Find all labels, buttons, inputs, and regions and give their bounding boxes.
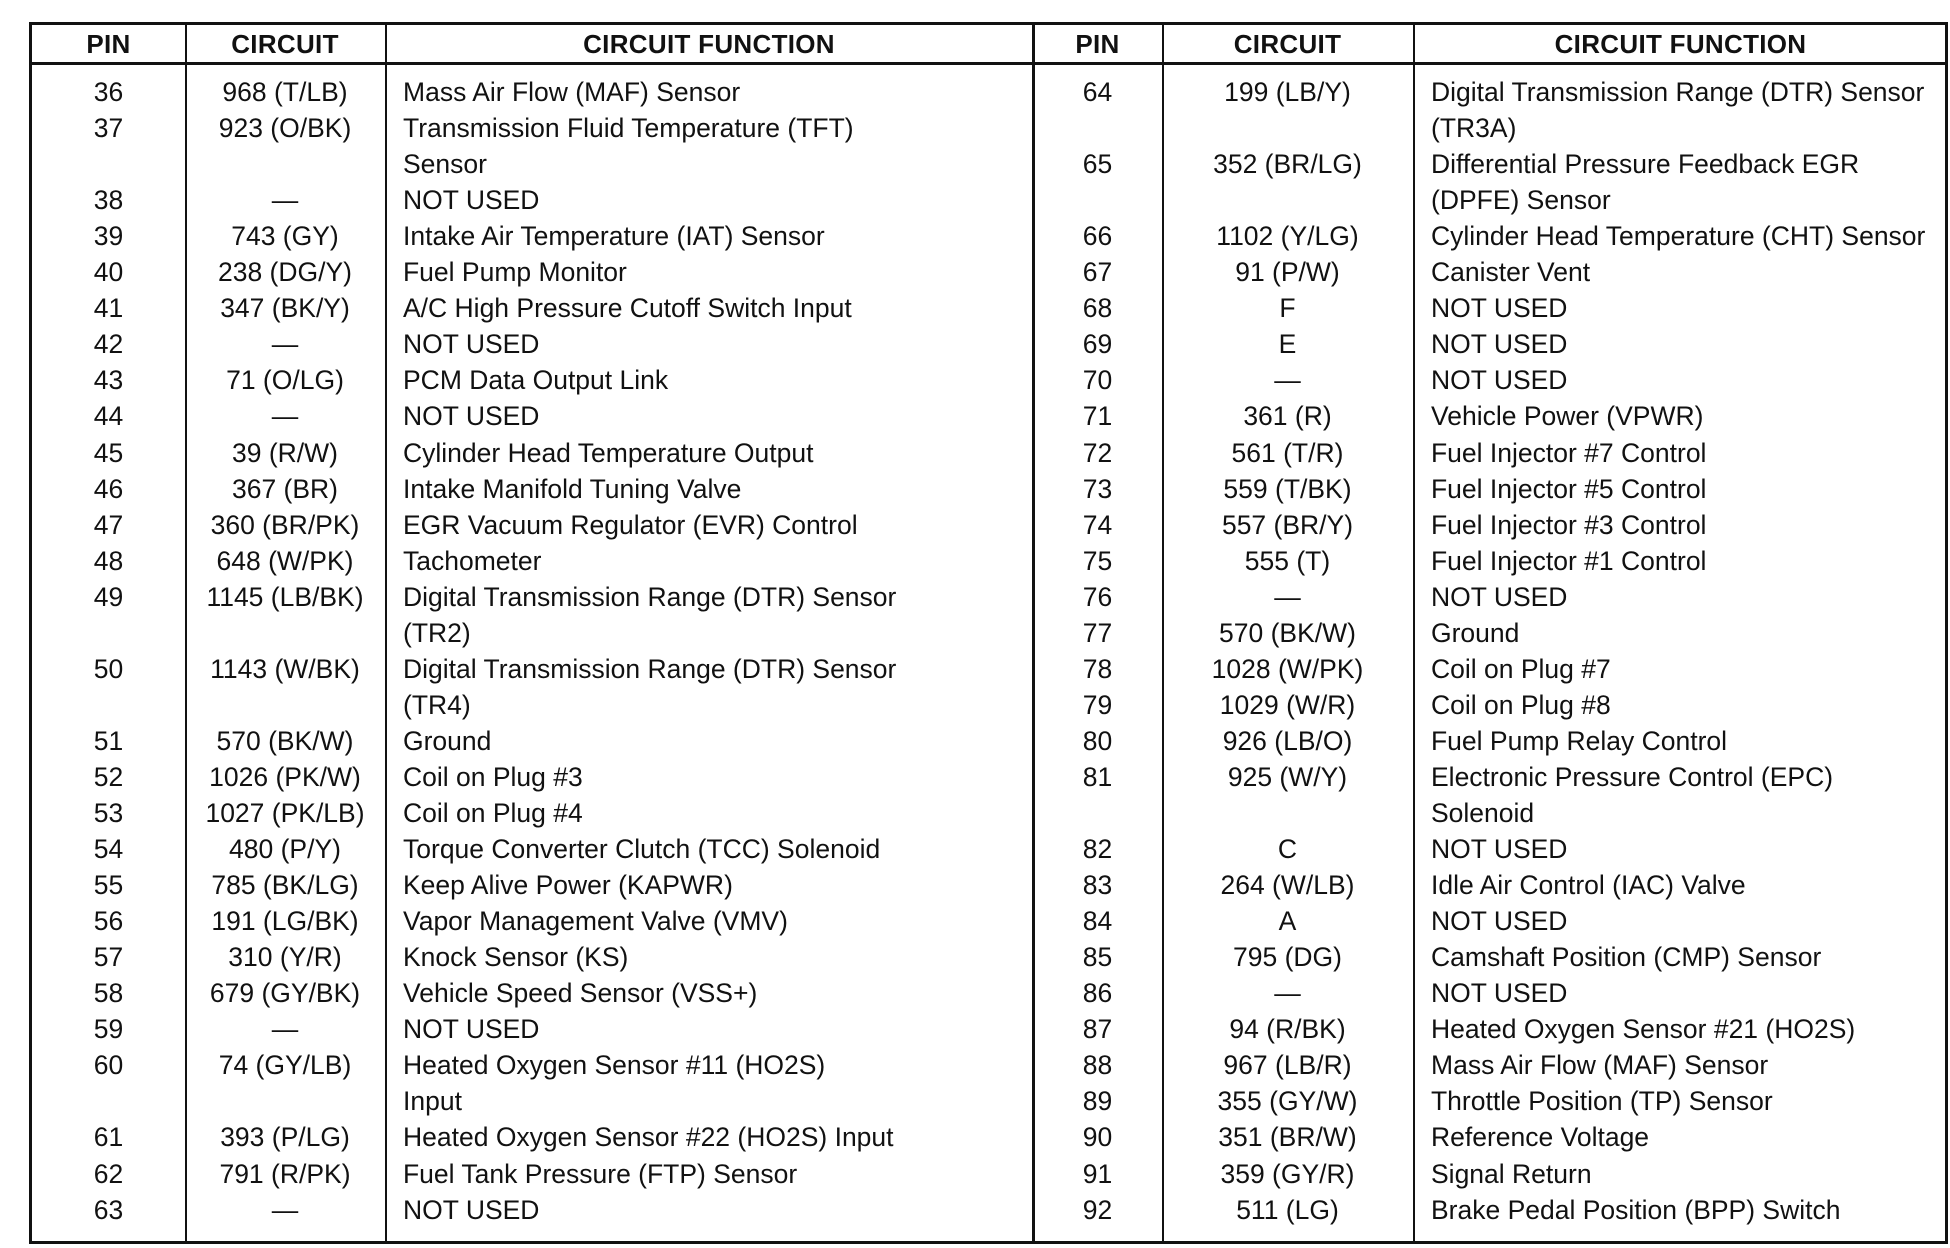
cell-pin: 85: [1082, 942, 1113, 973]
cell-pin: 37: [93, 113, 124, 143]
cell-circuit: A: [1278, 906, 1297, 937]
header-pin-right: PIN: [1075, 29, 1120, 59]
cell-circuit: 679 (GY/BK): [209, 978, 361, 1009]
cell-function: NOT USED: [1431, 978, 1568, 1009]
cell-function: Knock Sensor (KS): [403, 942, 629, 973]
cell-function: Cylinder Head Temperature (CHT) Sensor: [1431, 221, 1926, 252]
column-divider: [385, 25, 387, 1241]
cell-circuit: —: [271, 1194, 299, 1225]
cell-function: (TR4): [403, 689, 471, 720]
pin-table: [29, 22, 1948, 1244]
cell-pin: 79: [1082, 689, 1113, 720]
cell-circuit: 925 (W/Y): [1227, 761, 1348, 792]
cell-function: Heated Oxygen Sensor #22 (HO2S) Input: [403, 1122, 894, 1153]
cell-function: NOT USED: [1431, 834, 1568, 864]
cell-function: Coil on Plug #4: [403, 798, 583, 828]
cell-pin: 65: [1082, 149, 1113, 180]
cell-pin: 76: [1082, 581, 1113, 612]
cell-pin: 63: [93, 1194, 124, 1225]
cell-function: Coil on Plug #8: [1431, 689, 1611, 720]
cell-function: (DPFE) Sensor: [1431, 185, 1611, 216]
cell-circuit: 1145 (LB/BK): [206, 581, 364, 612]
cell-circuit: 310 (Y/R): [228, 942, 342, 973]
cell-circuit: —: [271, 329, 299, 360]
cell-pin: 88: [1082, 1050, 1113, 1081]
cell-circuit: [185, 146, 385, 182]
cell-pin: 56: [93, 906, 124, 937]
cell-circuit: 191 (LG/BK): [211, 906, 359, 937]
cell-function: Cylinder Head Temperature Output: [403, 437, 814, 468]
cell-pin: 77: [1082, 617, 1113, 648]
cell-function: Fuel Injector #5 Control: [1431, 473, 1707, 504]
cell-function: Vehicle Power (VPWR): [1431, 401, 1704, 432]
cell-function: Coil on Plug #7: [1431, 653, 1611, 684]
cell-circuit: 555 (T): [1244, 545, 1331, 576]
cell-pin: 74: [1082, 509, 1113, 540]
cell-circuit: 557 (BR/Y): [1221, 509, 1354, 540]
cell-pin: 89: [1082, 1086, 1113, 1117]
cell-function: Throttle Position (TP) Sensor: [1431, 1086, 1773, 1117]
cell-pin: 64: [1082, 77, 1113, 107]
cell-pin: 66: [1082, 221, 1113, 252]
cell-function: Differential Pressure Feedback EGR: [1431, 149, 1860, 180]
cell-circuit: 351 (BR/W): [1218, 1122, 1357, 1153]
cell-pin: 46: [93, 473, 124, 504]
cell-pin: 61: [93, 1122, 124, 1153]
cell-function: NOT USED: [403, 185, 540, 216]
cell-pin: 36: [93, 77, 124, 107]
cell-function: PCM Data Output Link: [403, 365, 669, 396]
cell-function: Intake Manifold Tuning Valve: [403, 473, 742, 504]
cell-function: Digital Transmission Range (DTR) Sensor: [403, 581, 897, 612]
cell-function: Fuel Pump Relay Control: [1431, 725, 1728, 756]
cell-function: Camshaft Position (CMP) Sensor: [1431, 942, 1822, 973]
cell-function: Heated Oxygen Sensor #21 (HO2S): [1431, 1014, 1856, 1045]
cell-function: NOT USED: [1431, 365, 1568, 396]
cell-function: NOT USED: [1431, 581, 1568, 612]
cell-pin: 59: [93, 1014, 124, 1045]
cell-pin: 87: [1082, 1014, 1113, 1045]
cell-circuit: 1102 (Y/LG): [1216, 221, 1359, 252]
cell-circuit: 795 (DG): [1233, 942, 1342, 973]
cell-pin: 58: [93, 978, 124, 1009]
cell-pin: 45: [93, 437, 124, 468]
cell-pin: 50: [93, 653, 124, 684]
cell-pin: 69: [1082, 329, 1113, 360]
cell-pin: 47: [93, 509, 124, 540]
cell-function: Ground: [1431, 617, 1520, 648]
cell-pin: 82: [1082, 834, 1113, 864]
cell-circuit: —: [1274, 978, 1301, 1009]
cell-pin: 40: [93, 257, 124, 288]
cell-pin: 92: [1082, 1194, 1113, 1225]
cell-circuit: [1162, 182, 1413, 218]
cell-function: Input: [403, 1086, 462, 1117]
cell-function: NOT USED: [403, 1014, 540, 1045]
cell-function: NOT USED: [403, 1194, 540, 1225]
cell-function: Idle Air Control (IAC) Valve: [1431, 870, 1746, 901]
cell-pin: 43: [93, 365, 124, 396]
cell-circuit: 1027 (PK/LB): [205, 798, 365, 828]
cell-circuit: 74 (GY/LB): [218, 1050, 352, 1081]
cell-function: Fuel Pump Monitor: [403, 257, 627, 288]
cell-function: Torque Converter Clutch (TCC) Solenoid: [403, 834, 881, 864]
cell-pin: 68: [1082, 293, 1113, 324]
cell-circuit: —: [1274, 581, 1301, 612]
cell-function: Digital Transmission Range (DTR) Sensor: [1431, 77, 1925, 107]
cell-function: NOT USED: [1431, 329, 1568, 360]
cell-pin: 78: [1082, 653, 1113, 684]
cell-circuit: 791 (R/PK): [219, 1158, 351, 1189]
cell-function: A/C High Pressure Cutoff Switch Input: [403, 293, 852, 324]
cell-circuit: 480 (P/Y): [229, 834, 341, 864]
cell-circuit: 561 (T/R): [1231, 437, 1344, 468]
header-function-left: CIRCUIT FUNCTION: [583, 29, 835, 59]
cell-pin: 54: [93, 834, 124, 864]
cell-pin: 84: [1082, 906, 1113, 937]
cell-pin: 60: [93, 1050, 124, 1081]
cell-function: Keep Alive Power (KAPWR): [403, 870, 733, 901]
cell-circuit: 347 (BK/Y): [220, 293, 350, 324]
cell-pin: 70: [1082, 365, 1113, 396]
cell-circuit: 39 (R/W): [232, 437, 338, 468]
cell-function: (TR2): [403, 617, 471, 648]
cell-circuit: 968 (T/LB): [222, 77, 348, 107]
cell-function: Sensor: [403, 149, 487, 180]
header-circuit-left: CIRCUIT: [231, 29, 339, 59]
cell-circuit: 570 (BK/W): [1219, 617, 1356, 648]
cell-circuit: [185, 615, 385, 651]
cell-circuit: F: [1279, 293, 1296, 324]
cell-pin: 39: [93, 221, 124, 252]
cell-function: NOT USED: [1431, 906, 1568, 937]
cell-function: Intake Air Temperature (IAT) Sensor: [403, 221, 825, 252]
cell-pin: 83: [1082, 870, 1113, 901]
cell-circuit: [185, 687, 385, 723]
cell-pin: 71: [1082, 401, 1113, 432]
cell-pin: 57: [93, 942, 124, 973]
cell-pin: 42: [93, 329, 124, 360]
cell-pin: 44: [93, 401, 124, 432]
cell-circuit: 1143 (W/BK): [210, 653, 360, 684]
cell-pin: [32, 687, 185, 723]
cell-function: Fuel Injector #1 Control: [1431, 545, 1707, 576]
cell-pin: 53: [93, 798, 124, 828]
cell-pin: 90: [1082, 1122, 1113, 1153]
cell-circuit: —: [271, 185, 299, 216]
cell-function: Fuel Injector #3 Control: [1431, 509, 1707, 540]
cell-circuit: 393 (P/LG): [220, 1122, 350, 1153]
cell-pin: [32, 615, 185, 651]
header-circuit-right: CIRCUIT: [1233, 29, 1342, 59]
cell-function: EGR Vacuum Regulator (EVR) Control: [403, 509, 858, 540]
cell-circuit: 785 (BK/LG): [211, 870, 359, 901]
cell-pin: 67: [1082, 257, 1113, 288]
cell-function: Vehicle Speed Sensor (VSS+): [403, 978, 758, 1009]
cell-pin: 73: [1082, 473, 1113, 504]
cell-function: NOT USED: [1431, 293, 1568, 324]
cell-function: Electronic Pressure Control (EPC): [1431, 761, 1834, 792]
cell-circuit: 361 (R): [1243, 401, 1332, 432]
cell-pin: 51: [93, 725, 124, 756]
cell-function: Brake Pedal Position (BPP) Switch: [1431, 1194, 1841, 1225]
cell-circuit: 967 (LB/R): [1223, 1050, 1352, 1081]
cell-pin: [32, 146, 185, 182]
cell-circuit: 1028 (W/PK): [1211, 653, 1364, 684]
cell-function: Transmission Fluid Temperature (TFT): [403, 113, 854, 143]
cell-pin: 86: [1082, 978, 1113, 1009]
cell-pin: 41: [93, 293, 124, 324]
cell-function: Fuel Tank Pressure (FTP) Sensor: [403, 1158, 798, 1189]
cell-circuit: 94 (R/BK): [1229, 1014, 1346, 1045]
cell-pin: 55: [93, 870, 124, 901]
cell-pin: 49: [93, 581, 124, 612]
cell-circuit: 360 (BR/PK): [210, 509, 360, 540]
cell-pin: 72: [1082, 437, 1113, 468]
cell-function: NOT USED: [403, 401, 540, 432]
cell-pin: 48: [93, 545, 124, 576]
cell-pin: 91: [1082, 1158, 1113, 1189]
cell-pin: 38: [93, 185, 124, 216]
cell-circuit: [185, 1083, 385, 1119]
cell-circuit: 352 (BR/LG): [1213, 149, 1362, 180]
cell-function: Solenoid: [1431, 798, 1535, 828]
cell-pin: 80: [1082, 725, 1113, 756]
cell-circuit: 926 (LB/O): [1222, 725, 1353, 756]
cell-circuit: 1029 (W/R): [1219, 689, 1356, 720]
cell-function: Canister Vent: [1431, 257, 1591, 288]
cell-pin: [32, 1083, 185, 1119]
cell-function: Vapor Management Valve (VMV): [403, 906, 788, 937]
cell-function: Mass Air Flow (MAF) Sensor: [1431, 1050, 1769, 1081]
cell-circuit: 559 (T/BK): [1223, 473, 1352, 504]
header-pin-left: PIN: [86, 29, 131, 59]
cell-pin: [1033, 795, 1162, 831]
cell-circuit: 91 (P/W): [1235, 257, 1340, 288]
cell-pin: 52: [93, 761, 124, 792]
cell-function: Mass Air Flow (MAF) Sensor: [403, 77, 741, 107]
cell-function: Fuel Injector #7 Control: [1431, 437, 1707, 468]
cell-function: Tachometer: [403, 545, 542, 576]
cell-pin: 75: [1082, 545, 1113, 576]
cell-circuit: 264 (W/LB): [1220, 870, 1355, 901]
cell-circuit: 648 (W/PK): [216, 545, 354, 576]
cell-circuit: C: [1277, 834, 1298, 864]
cell-circuit: 367 (BR): [231, 473, 339, 504]
cell-circuit: [1162, 110, 1413, 146]
cell-circuit: 923 (O/BK): [218, 113, 352, 143]
cell-circuit: —: [271, 1014, 299, 1045]
cell-circuit: [1162, 795, 1413, 831]
cell-circuit: 355 (GY/W): [1217, 1086, 1358, 1117]
cell-function: NOT USED: [403, 329, 540, 360]
cell-circuit: E: [1278, 329, 1297, 360]
column-divider: [1413, 25, 1415, 1241]
cell-pin: 81: [1082, 761, 1113, 792]
cell-circuit: 71 (O/LG): [226, 365, 344, 396]
cell-pin: [1033, 182, 1162, 218]
cell-function: Heated Oxygen Sensor #11 (HO2S): [403, 1050, 826, 1081]
table-header: [32, 25, 1945, 65]
cell-function: Reference Voltage: [1431, 1122, 1650, 1153]
cell-circuit: —: [271, 401, 299, 432]
cell-function: Coil on Plug #3: [403, 761, 583, 792]
cell-circuit: 199 (LB/Y): [1224, 77, 1351, 107]
header-function-right: CIRCUIT FUNCTION: [1554, 29, 1807, 59]
cell-circuit: 570 (BK/W): [216, 725, 354, 756]
cell-circuit: —: [1274, 365, 1301, 396]
cell-circuit: 359 (GY/R): [1220, 1158, 1355, 1189]
cell-circuit: 511 (LG): [1236, 1194, 1339, 1225]
cell-pin: [1033, 110, 1162, 146]
cell-function: Digital Transmission Range (DTR) Sensor: [403, 653, 897, 684]
cell-circuit: 1026 (PK/W): [209, 761, 361, 792]
cell-function: (TR3A): [1431, 113, 1517, 143]
cell-pin: 62: [93, 1158, 124, 1189]
cell-function: Signal Return: [1431, 1158, 1592, 1189]
cell-function: Ground: [403, 725, 492, 756]
cell-circuit: 238 (DG/Y): [217, 257, 352, 288]
cell-circuit: 743 (GY): [231, 221, 339, 252]
